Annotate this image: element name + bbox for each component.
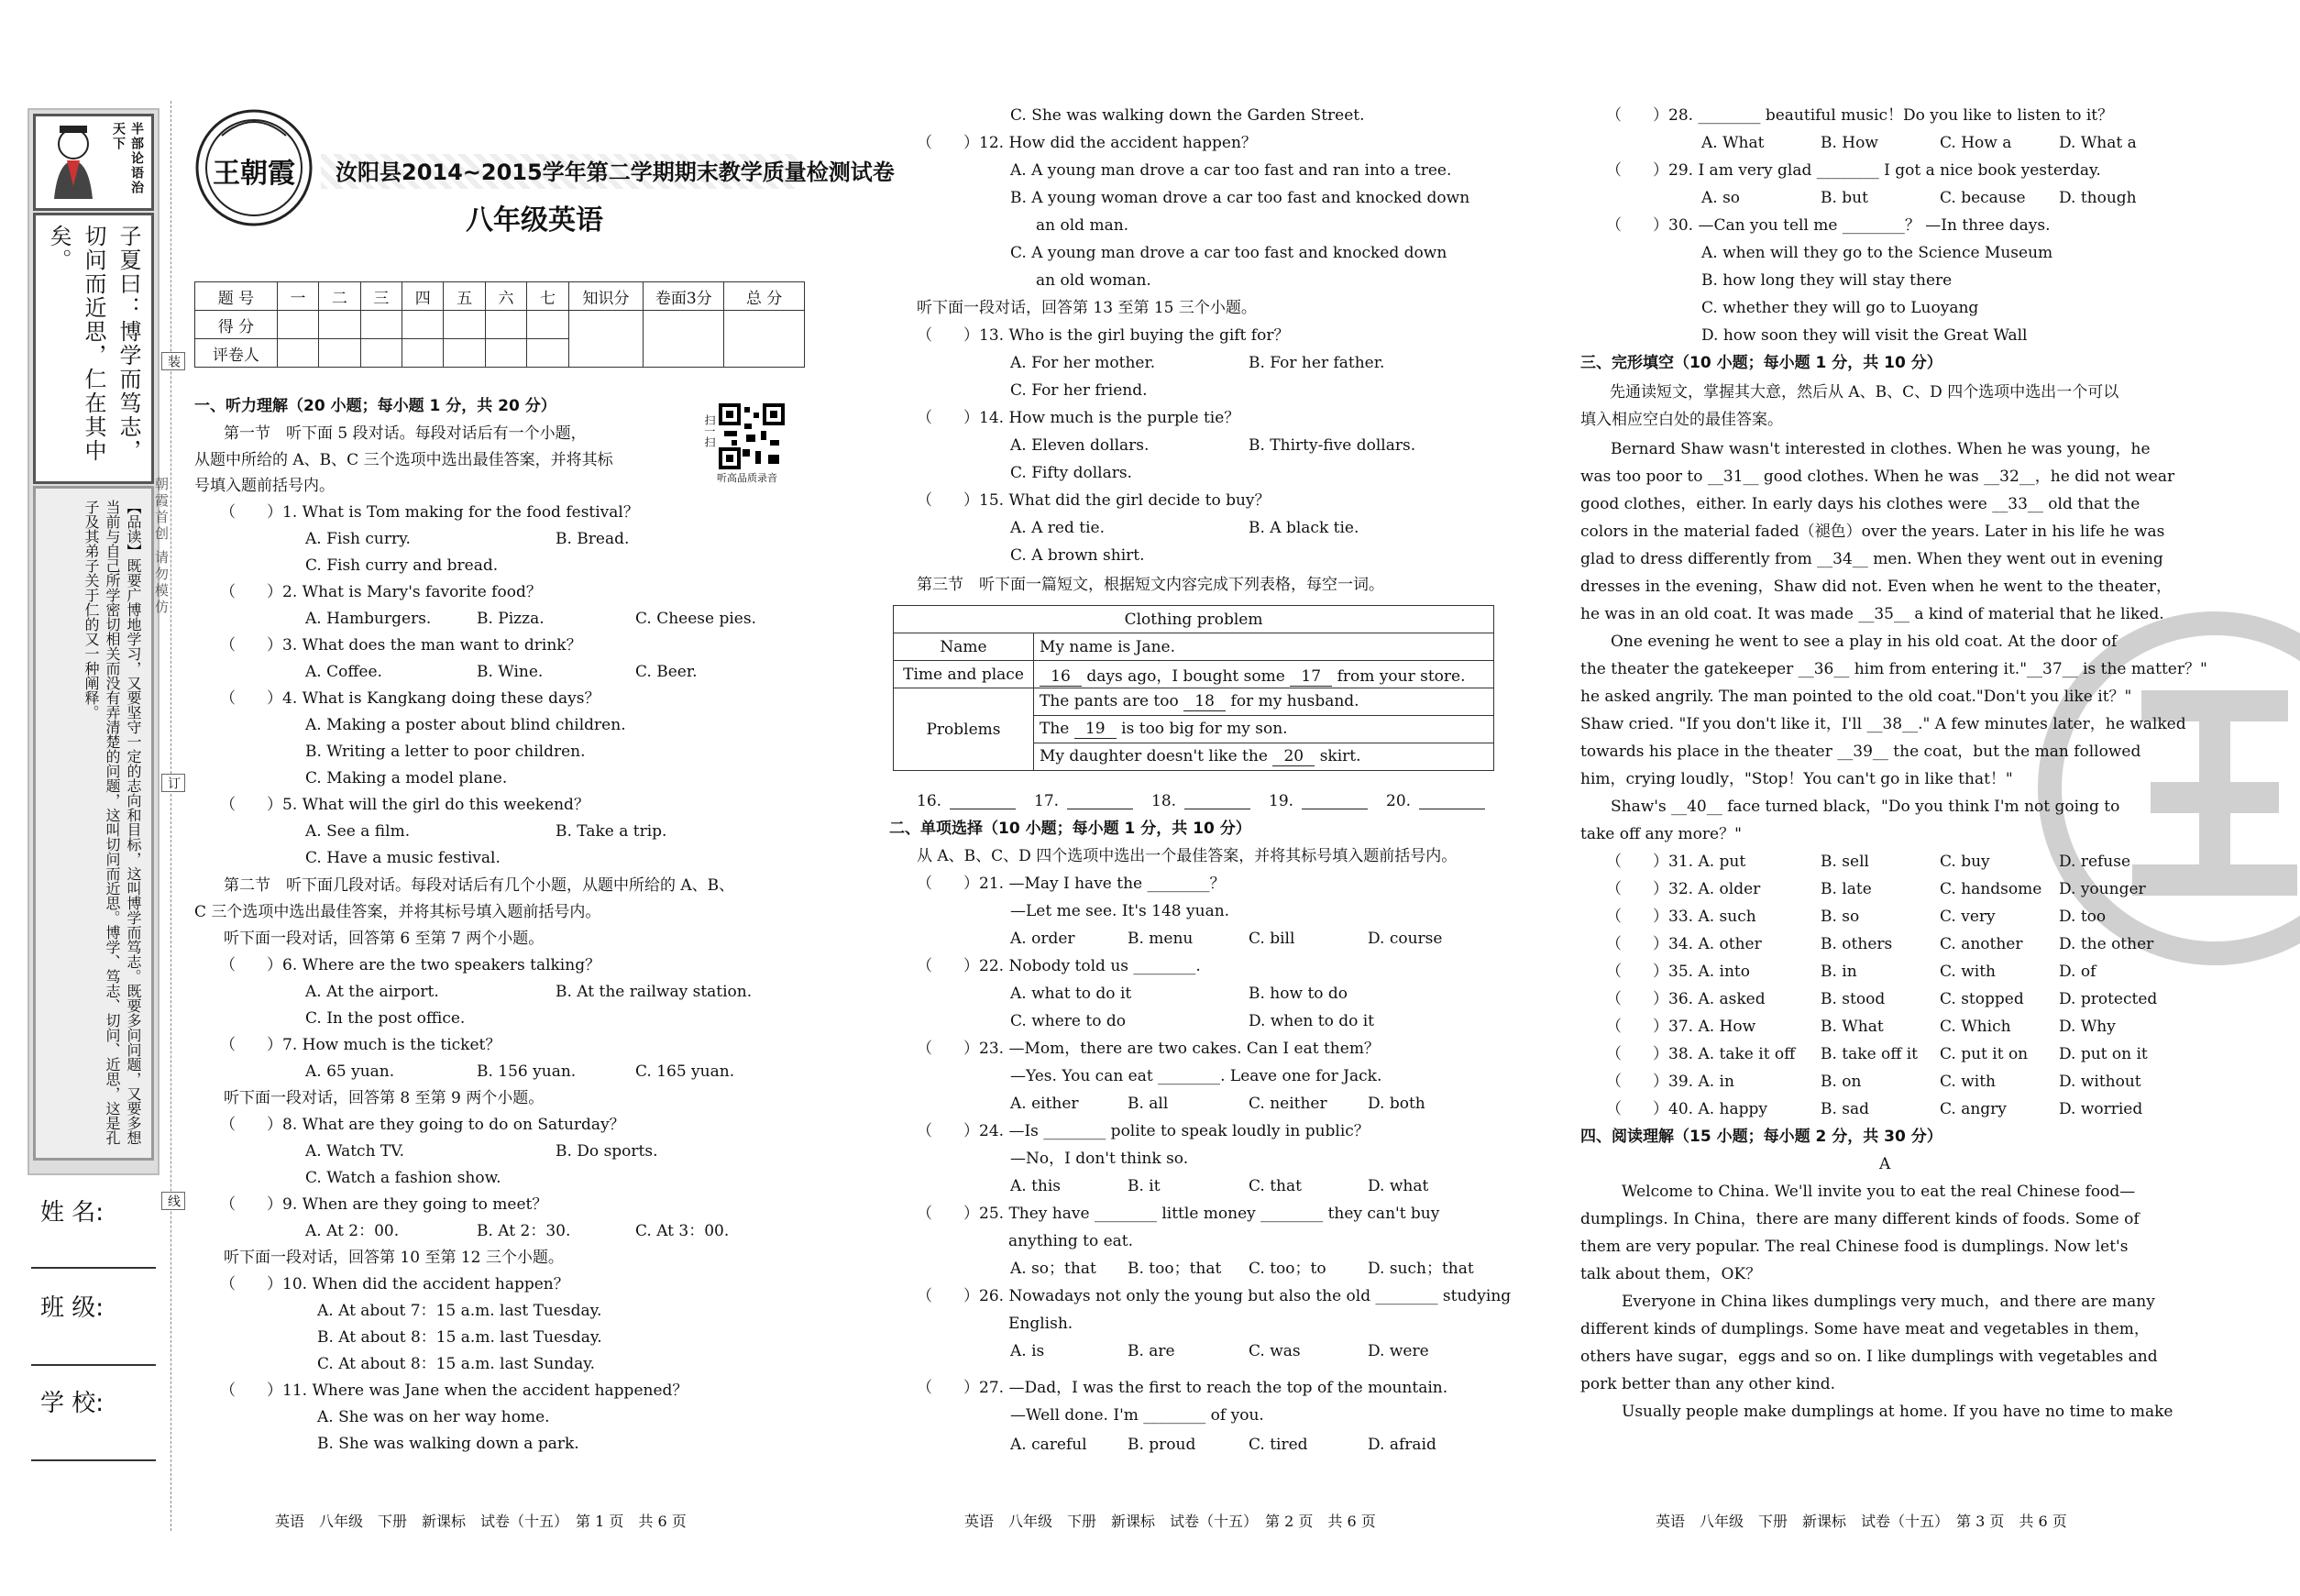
grader-cell[interactable] [360, 339, 402, 368]
score-cell[interactable] [402, 311, 444, 339]
table-text: My daughter doesn't like the [1040, 747, 1268, 765]
table-text: The [1040, 720, 1070, 738]
option[interactable]: A. At about 7：15 a.m. last Tuesday. [317, 1302, 602, 1320]
option[interactable]: D. refuse [2059, 853, 2131, 871]
option[interactable]: B. on [1821, 1073, 1862, 1091]
option[interactable]: D. protected [2059, 990, 2158, 1008]
question-13: （ ）13. Who is the girl buying the gift for？ [917, 326, 1290, 345]
quote-box [33, 213, 154, 484]
option[interactable]: B. proud [1128, 1436, 1196, 1454]
option[interactable]: C. buy [1940, 853, 1990, 871]
option[interactable]: A. A young man drove a car too fast and ran into a tree. [1010, 161, 1452, 180]
reading-line: others have sugar，eggs and so on. I like dumplings with vegetables and [1580, 1348, 2158, 1366]
score-cell[interactable] [360, 311, 402, 339]
question-10: （ ）10. When did the accident happen？ [220, 1275, 569, 1293]
option[interactable]: B. are [1128, 1342, 1175, 1360]
option[interactable]: C. Fish curry and bread. [305, 556, 499, 575]
part1-intro: 第一节 听下面 5 段对话。每段对话后有一个小题， [224, 424, 587, 443]
option[interactable]: C. Beer. [635, 663, 698, 681]
section-3-intro: 填入相应空白处的最佳答案。 [1580, 411, 1783, 429]
blank-17[interactable]: 17 [1290, 667, 1332, 687]
question-3: （ ）3. What does the man want to drink？ [220, 636, 582, 655]
question-22: （ ）22. Nobody told us ________. [917, 957, 1201, 975]
part1-intro: 从题中所给的 A、B、C 三个选项中选出最佳答案，并将其标 [194, 451, 613, 469]
option[interactable]: D. the other [2059, 935, 2154, 953]
option[interactable]: C. For her friend. [1010, 381, 1148, 400]
option[interactable]: B. Take a trip. [556, 822, 667, 841]
score-header: 三 [360, 282, 402, 311]
name-label: 姓 名: [40, 1199, 105, 1227]
option[interactable]: D. when to do it [1249, 1012, 1375, 1030]
option[interactable]: B. Do sports. [556, 1142, 658, 1161]
option[interactable]: C. At 3：00. [635, 1222, 730, 1240]
option[interactable]: B. At about 8：15 a.m. last Tuesday. [317, 1328, 602, 1347]
cloze-line: colors in the material faded（褪色）over the years. Later in his life he was [1580, 523, 2165, 541]
option[interactable]: D. What a [2059, 134, 2137, 152]
cloze-question: （ ）38. A. take it off [1606, 1045, 1796, 1063]
clothing-table [893, 605, 1494, 771]
score-cell[interactable] [277, 311, 318, 339]
cloze-question: （ ）34. A. other [1606, 935, 1762, 953]
cloze-line: good clothes，either. In early days his clothes were __33__ old that the [1580, 495, 2140, 513]
option[interactable]: A. when will they go to the Science Museum [1701, 244, 2053, 262]
option[interactable]: C. handsome [1940, 880, 2042, 898]
option[interactable]: D. were [1368, 1342, 1429, 1360]
score-header: 总 分 [724, 282, 805, 311]
table-text: The pants are too [1040, 692, 1179, 710]
score-table [194, 281, 805, 368]
section-3-title: 三、完形填空（10 小题；每小题 1 分，共 10 分） [1580, 354, 1942, 372]
option[interactable]: D. afraid [1368, 1436, 1436, 1454]
option-cont: an old woman. [1036, 271, 1151, 290]
cloze-question: （ ）35. A. into [1606, 963, 1750, 981]
mark-zhuang: 装 [161, 352, 185, 370]
score-header: 题 号 [195, 282, 278, 311]
question-cont: anything to eat. [1008, 1232, 1134, 1250]
cloze-question: （ ）31. A. put [1606, 853, 1746, 871]
option[interactable]: D. such；that [1368, 1260, 1474, 1278]
option[interactable]: B. stood [1821, 990, 1886, 1008]
footer-page-3: 英语 八年级 下册 新课标 试卷（十五） 第 3 页 共 6 页 [1656, 1513, 2067, 1530]
option[interactable]: C. A brown shirt. [1010, 546, 1145, 565]
option[interactable]: B. but [1821, 189, 1868, 207]
reading-line: pork better than any other kind. [1580, 1375, 1836, 1393]
table-cell [1034, 716, 1494, 743]
question-5: （ ）5. What will the girl do this weekend？ [220, 796, 589, 814]
reading-line: different kinds of dumplings. Some have meat and vegetables in them， [1580, 1320, 2150, 1338]
grader-row-label: 评卷人 [195, 339, 278, 368]
option[interactable]: A. order [1010, 930, 1075, 948]
option[interactable]: B. A black tie. [1249, 519, 1359, 537]
option[interactable]: B. so [1821, 908, 1860, 926]
score-header: 七 [527, 282, 568, 311]
question-6: （ ）6. Where are the two speakers talking？ [220, 956, 601, 974]
table-text: days ago，I bought some [1086, 666, 1285, 686]
option[interactable]: A. See a film. [305, 822, 411, 841]
footer-page-2: 英语 八年级 下册 新课标 试卷（十五） 第 2 页 共 6 页 [964, 1513, 1376, 1530]
option[interactable]: B. For her father. [1249, 354, 1385, 372]
option[interactable]: B. How [1821, 134, 1878, 152]
option[interactable]: C. was [1249, 1342, 1301, 1360]
part2-intro: C 三个选项中选出最佳答案，并将其标号填入题前括号内。 [194, 903, 601, 921]
option[interactable]: A. For her mother. [1010, 354, 1156, 372]
sidebar-watermark: 朝霞首创 请勿模仿 [153, 477, 170, 616]
cloze-line: One evening he went to see a play in his old coat. At the door of [1595, 633, 2118, 651]
question-24: （ ）24. —Is ________ polite to speak loudly in public？ [917, 1122, 1370, 1140]
school-label: 学 校: [40, 1390, 105, 1417]
score-header: 二 [319, 282, 360, 311]
dialogue-line: —Well done. I'm ________ of you. [1010, 1406, 1264, 1425]
cloze-line: he asked angrily. The man pointed to the old coat."Don't you like it？" [1580, 688, 2132, 706]
dialogue-intro: 听下面一段对话，回答第 10 至第 12 三个小题。 [224, 1249, 564, 1267]
pindu-text: 【品读】既要广博地学习，又要坚守一定的志向和目标，这叫博学而笃志。既要多问问题，又要多想当前与自己所学密切相关而没有弄清楚的问题，这叫切问而近思。博学、笃志、切问、近思，这是孔子及其弟子关于仁的又一种阐释。 [83, 500, 142, 1145]
option[interactable]: C. with [1940, 1073, 1996, 1091]
cloze-question: （ ）37. A. How [1606, 1018, 1756, 1036]
cloze-line: the theater the gatekeeper __36__ him from entering it."__37__ is the matter？" [1580, 660, 2207, 678]
grader-cell[interactable] [485, 339, 526, 368]
score-header: 六 [485, 282, 526, 311]
confucius-icon [41, 122, 105, 201]
dialogue-line: —No，I don't think so. [1010, 1150, 1189, 1168]
table-label: Name [894, 633, 1034, 661]
class-field[interactable] [31, 1364, 156, 1366]
question-29: （ ）29. I am very glad ________ I got a nice book yesterday. [1606, 161, 2101, 180]
option[interactable]: B. What [1821, 1018, 1884, 1036]
option[interactable]: B. menu [1128, 930, 1194, 948]
dialogue-intro: 听下面一段对话，回答第 6 至第 7 两个小题。 [224, 930, 545, 948]
option[interactable]: D. Why [2059, 1018, 2116, 1036]
option[interactable]: C. In the post office. [305, 1009, 466, 1028]
table-text: for my husband. [1230, 692, 1359, 710]
option[interactable]: C. Cheese pies. [635, 610, 756, 628]
table-cell: My name is Jane. [1034, 633, 1494, 661]
option[interactable]: A. what to do it [1010, 985, 1132, 1003]
question-28: （ ）28. ________ beautiful music！Do you like to listen to it？ [1606, 106, 2114, 125]
option[interactable]: C. Making a model plane. [305, 769, 508, 787]
blank-18[interactable]: 18 [1183, 692, 1226, 711]
reading-line: them are very popular. The real Chinese food is dumplings. Now let's [1580, 1238, 2129, 1256]
passage-label: A [1879, 1155, 1891, 1173]
option[interactable]: A. so [1701, 189, 1741, 207]
option[interactable]: C. tired [1249, 1436, 1308, 1454]
logo-text: 王朝霞 [213, 158, 295, 190]
option[interactable]: D. too [2059, 908, 2107, 926]
option[interactable]: B. A young woman drove a car too fast and knocked down [1010, 189, 1470, 207]
cloze-line: him，crying loudly，"Stop！You can't go in like that！" [1580, 770, 2013, 788]
option[interactable]: B. Wine. [477, 663, 544, 681]
option[interactable]: C. whether they will go to Luoyang [1701, 299, 1979, 317]
option[interactable]: D. what [1368, 1177, 1429, 1195]
option[interactable]: C. 165 yuan. [635, 1062, 735, 1081]
option[interactable]: A. Making a poster about blind children. [305, 716, 626, 734]
option[interactable]: C. bill [1249, 930, 1295, 948]
dialogue-intro: 听下面一段对话，回答第 8 至第 9 两个小题。 [224, 1089, 545, 1107]
cloze-question: （ ）39. A. in [1606, 1073, 1734, 1091]
name-field[interactable] [31, 1267, 156, 1269]
option[interactable]: B. in [1821, 963, 1857, 981]
cloze-line: dresses in the evening，Shaw did not. Even when he went to the theater， [1580, 578, 2173, 596]
option[interactable]: B. too；that [1128, 1260, 1222, 1278]
option[interactable]: B. how to do [1249, 985, 1348, 1003]
motto-figure-box [33, 114, 154, 211]
score-header: 四 [402, 282, 444, 311]
cloze-question: （ ）36. A. asked [1606, 990, 1766, 1008]
answer-blank-label: 19. [1269, 792, 1294, 810]
section-1-title: 一、听力理解（20 小题；每小题 1 分，共 20 分） [194, 397, 556, 415]
score-header: 知识分 [568, 282, 644, 311]
option[interactable]: B. She was walking down a park. [317, 1435, 579, 1453]
score-cell[interactable] [485, 311, 526, 339]
option[interactable]: B. sad [1821, 1100, 1870, 1118]
option[interactable]: A. this [1010, 1177, 1062, 1195]
option[interactable]: B. others [1821, 935, 1893, 953]
option-cont: an old man. [1036, 216, 1129, 235]
option[interactable]: A. Coffee. [305, 663, 382, 681]
option[interactable]: A. At the airport. [305, 983, 439, 1001]
question-9: （ ）9. When are they going to meet？ [220, 1195, 548, 1214]
grader-cell[interactable] [402, 339, 444, 368]
score-cell[interactable] [444, 311, 485, 339]
option[interactable]: C. Which [1940, 1018, 2011, 1036]
score-cell[interactable] [724, 311, 805, 368]
option[interactable]: B. At 2：30. [477, 1222, 571, 1240]
option[interactable]: C. neither [1249, 1095, 1327, 1113]
option[interactable]: B. sell [1821, 853, 1869, 871]
option[interactable]: B. late [1821, 880, 1872, 898]
reading-line: Usually people make dumplings at home. If you have no time to make [1606, 1403, 2173, 1421]
option[interactable]: C. too；to [1249, 1260, 1326, 1278]
question-8: （ ）8. What are they going to do on Saturday？ [220, 1116, 625, 1134]
question-26: （ ）26. Nowadays not only the young but also the old ________ studying [917, 1287, 1512, 1305]
option[interactable]: C. How a [1940, 134, 2012, 152]
option[interactable]: D. worried [2059, 1100, 2143, 1118]
question-15: （ ）15. What did the girl decide to buy？ [917, 491, 1271, 510]
score-cell[interactable] [644, 311, 724, 368]
pindu-box [33, 486, 154, 1161]
option[interactable]: A. 65 yuan. [305, 1062, 395, 1081]
cloze-line: he was in an old coat. It was made __35__ a kind of material that he liked. [1580, 605, 2164, 623]
blank-19[interactable]: 19 [1074, 720, 1117, 739]
question-14: （ ）14. How much is the purple tie？ [917, 409, 1240, 427]
option[interactable]: C. Have a music festival. [305, 849, 501, 867]
option[interactable]: A. She was on her way home. [317, 1408, 550, 1426]
cloze-question: （ ）40. A. happy [1606, 1100, 1767, 1118]
option[interactable]: B. 156 yuan. [477, 1062, 577, 1081]
school-field[interactable] [31, 1459, 156, 1461]
option[interactable]: C. where to do [1010, 1012, 1126, 1030]
option[interactable]: A. so；that [1010, 1260, 1096, 1278]
option[interactable]: B. Writing a letter to poor children. [305, 743, 586, 761]
qr-code-icon[interactable] [719, 403, 785, 469]
option[interactable]: B. how long they will stay there [1701, 271, 1953, 290]
table-title: Clothing problem [894, 606, 1494, 633]
question-1: （ ）1. What is Tom making for the food festival？ [220, 503, 639, 522]
option[interactable]: B. Pizza. [477, 610, 545, 628]
option[interactable]: A. careful [1010, 1436, 1087, 1454]
option[interactable]: A. A red tie. [1010, 519, 1105, 537]
score-header: 五 [444, 282, 485, 311]
option[interactable]: C. Fifty dollars. [1010, 464, 1132, 482]
option[interactable]: D. without [2059, 1073, 2141, 1091]
option[interactable]: B. Thirty-five dollars. [1249, 436, 1416, 455]
score-cell[interactable] [527, 311, 568, 339]
table-cell [1034, 688, 1494, 716]
question-7: （ ）7. How much is the ticket？ [220, 1036, 501, 1054]
part1-intro: 号填入题前括号内。 [194, 477, 335, 495]
option[interactable]: C. very [1940, 908, 1996, 926]
option[interactable]: A. What [1701, 134, 1765, 152]
grader-cell[interactable] [319, 339, 360, 368]
cloze-line: Shaw cried. "If you don't like it，I'll __38__." A few minutes later，he walked [1580, 715, 2186, 733]
qr-side-label: 扫一扫 [703, 414, 716, 447]
option[interactable]: D. put on it [2059, 1045, 2148, 1063]
option[interactable]: C. A young man drove a car too fast and knocked down [1010, 244, 1447, 262]
table-text: is too big for my son. [1121, 720, 1288, 738]
reading-line: dumplings. In China，there are many different kinds of foods. Some of [1580, 1210, 2140, 1228]
reading-line: Everyone in China likes dumplings very much，and there are many [1606, 1293, 2155, 1311]
table-cell [1034, 743, 1494, 771]
cloze-line: towards his place in the theater __39__ the coat，but the man followed [1580, 743, 2141, 761]
cloze-line: take off any more？" [1580, 825, 1742, 843]
question-23: （ ）23. —Mom，there are two cakes. Can I eat them？ [917, 1040, 1380, 1058]
option[interactable]: C. that [1249, 1177, 1302, 1195]
cloze-line: Bernard Shaw wasn't interested in clothes. When he was young，he [1595, 440, 2151, 458]
question-cont: English. [1008, 1315, 1073, 1333]
option[interactable]: C. put it on [1940, 1045, 2029, 1063]
option[interactable]: A. Eleven dollars. [1010, 436, 1150, 455]
option[interactable]: A. Fish curry. [305, 530, 411, 548]
part3-intro: 第三节 听下面一篇短文，根据短文内容完成下列表格，每空一词。 [917, 576, 1384, 594]
option[interactable]: B. At the railway station. [556, 983, 753, 1001]
section-2-title: 二、单项选择（10 小题；每小题 1 分，共 10 分） [889, 820, 1251, 838]
option[interactable]: B. it [1128, 1177, 1161, 1195]
question-4: （ ）4. What is Kangkang doing these days？ [220, 689, 600, 708]
option[interactable]: C. with [1940, 963, 1996, 981]
score-row-label: 得 分 [195, 311, 278, 339]
grader-cell[interactable] [277, 339, 318, 368]
dialogue-intro: 听下面一段对话，回答第 13 至第 15 三个小题。 [917, 299, 1257, 317]
answer-blank-label: 20. [1386, 792, 1412, 810]
dialogue-line: —Let me see. It's 148 yuan. [1010, 902, 1230, 920]
option[interactable]: C. At about 8：15 a.m. last Sunday. [317, 1355, 596, 1373]
option[interactable]: B. Bread. [556, 530, 630, 548]
section-3-intro: 先通读短文，掌握其大意，然后从 A、B、C、D 四个选项中选出一个可以 [1610, 383, 2119, 402]
option[interactable]: C. another [1940, 935, 2023, 953]
answer-blank-label: 18. [1151, 792, 1177, 810]
option[interactable]: B. take off it [1821, 1045, 1919, 1063]
cloze-line: was too poor to __31__ good clothes. When he was __32__，he did not wear [1580, 468, 2175, 486]
blank-16[interactable]: 16 [1040, 667, 1082, 687]
section-2-intro: 从 A、B、C、D 四个选项中选出一个最佳答案，并将其标号填入题前括号内。 [917, 847, 1458, 865]
option[interactable]: A. is [1010, 1342, 1045, 1360]
cloze-question: （ ）33. A. such [1606, 908, 1756, 926]
answer-blank-label: 17. [1034, 792, 1060, 810]
part2-intro: 第二节 听下面几段对话。每段对话后有几个小题，从题中所给的 A、B、 [224, 876, 735, 895]
option[interactable]: B. all [1128, 1095, 1169, 1113]
answer-blank-label: 16. [917, 792, 942, 810]
option[interactable]: D. how soon they will visit the Great Wall [1701, 326, 2028, 345]
question-27: （ ）27. —Dad，I was the first to reach the top of the mountain. [917, 1379, 1448, 1397]
reading-line: Welcome to China. We'll invite you to eat the real Chinese food— [1606, 1183, 2136, 1201]
option[interactable]: D. younger [2059, 880, 2146, 898]
section-4-title: 四、阅读理解（15 小题；每小题 2 分，共 30 分） [1580, 1128, 1942, 1146]
logo [194, 108, 314, 227]
table-text: skirt. [1319, 747, 1361, 765]
cloze-line: Shaw's __40__ face turned black，"Do you think I'm not going to [1595, 798, 2120, 816]
cloze-question: （ ）32. A. older [1606, 880, 1761, 898]
option[interactable]: D. though [2059, 189, 2137, 207]
option[interactable]: A. Watch TV. [305, 1142, 404, 1161]
table-label: Problems [894, 688, 1034, 771]
option[interactable]: A. Hamburgers. [305, 610, 432, 628]
dialogue-line: —Yes. You can eat ________. Leave one for Jack. [1010, 1067, 1382, 1085]
grader-cell[interactable] [444, 339, 485, 368]
blank-20[interactable]: 20 [1272, 747, 1315, 766]
reading-line: talk about them，OK？ [1580, 1265, 1762, 1283]
score-cell[interactable] [319, 311, 360, 339]
option[interactable]: A. either [1010, 1095, 1079, 1113]
table-label: Time and place [894, 661, 1034, 688]
question-21: （ ）21. —May I have the ________？ [917, 875, 1226, 893]
exam-subtitle: 八年级英语 [466, 204, 603, 237]
option[interactable]: C. She was walking down the Garden Street. [1010, 106, 1365, 125]
option[interactable]: C. because [1940, 189, 2026, 207]
motto-small: 半部论语治天下 [111, 122, 144, 195]
grader-cell[interactable] [527, 339, 568, 368]
option[interactable]: D. both [1368, 1095, 1425, 1113]
question-2: （ ）2. What is Mary's favorite food？ [220, 583, 542, 601]
question-11: （ ）11. Where was Jane when the accident happened？ [220, 1381, 688, 1400]
table-cell [1034, 661, 1494, 688]
exam-title: 汝阳县2014~2015学年第二学期期末教学质量检测试卷 [336, 160, 895, 185]
question-12: （ ）12. How did the accident happen？ [917, 134, 1257, 152]
quote-text: 子夏曰：博学而笃志，切问而近思，仁在其中矣。 [46, 225, 141, 463]
question-30: （ ）30. —Can you tell me ________？ —In three days. [1606, 216, 2051, 235]
option[interactable]: A. At 2：00. [305, 1222, 400, 1240]
table-text: from your store. [1337, 666, 1466, 686]
mark-ding: 订 [161, 774, 185, 792]
qr-caption: 听高品质录音 [717, 472, 777, 484]
option[interactable]: D. of [2059, 963, 2096, 981]
option[interactable]: C. Watch a fashion show. [305, 1169, 501, 1187]
class-label: 班 级: [40, 1294, 105, 1322]
score-header: 一 [277, 282, 318, 311]
option[interactable]: C. stopped [1940, 990, 2024, 1008]
mark-xian: 线 [161, 1192, 185, 1210]
score-header: 卷面3分 [644, 282, 724, 311]
option[interactable]: D. course [1368, 930, 1443, 948]
score-cell[interactable] [568, 311, 644, 368]
question-25: （ ）25. They have ________ little money ________ they can't buy [917, 1205, 1440, 1223]
cloze-line: glad to dress differently from __34__ men. When they went out in evening [1580, 550, 2163, 568]
option[interactable]: C. angry [1940, 1100, 2007, 1118]
footer-page-1: 英语 八年级 下册 新课标 试卷（十五） 第 1 页 共 6 页 [275, 1513, 687, 1530]
